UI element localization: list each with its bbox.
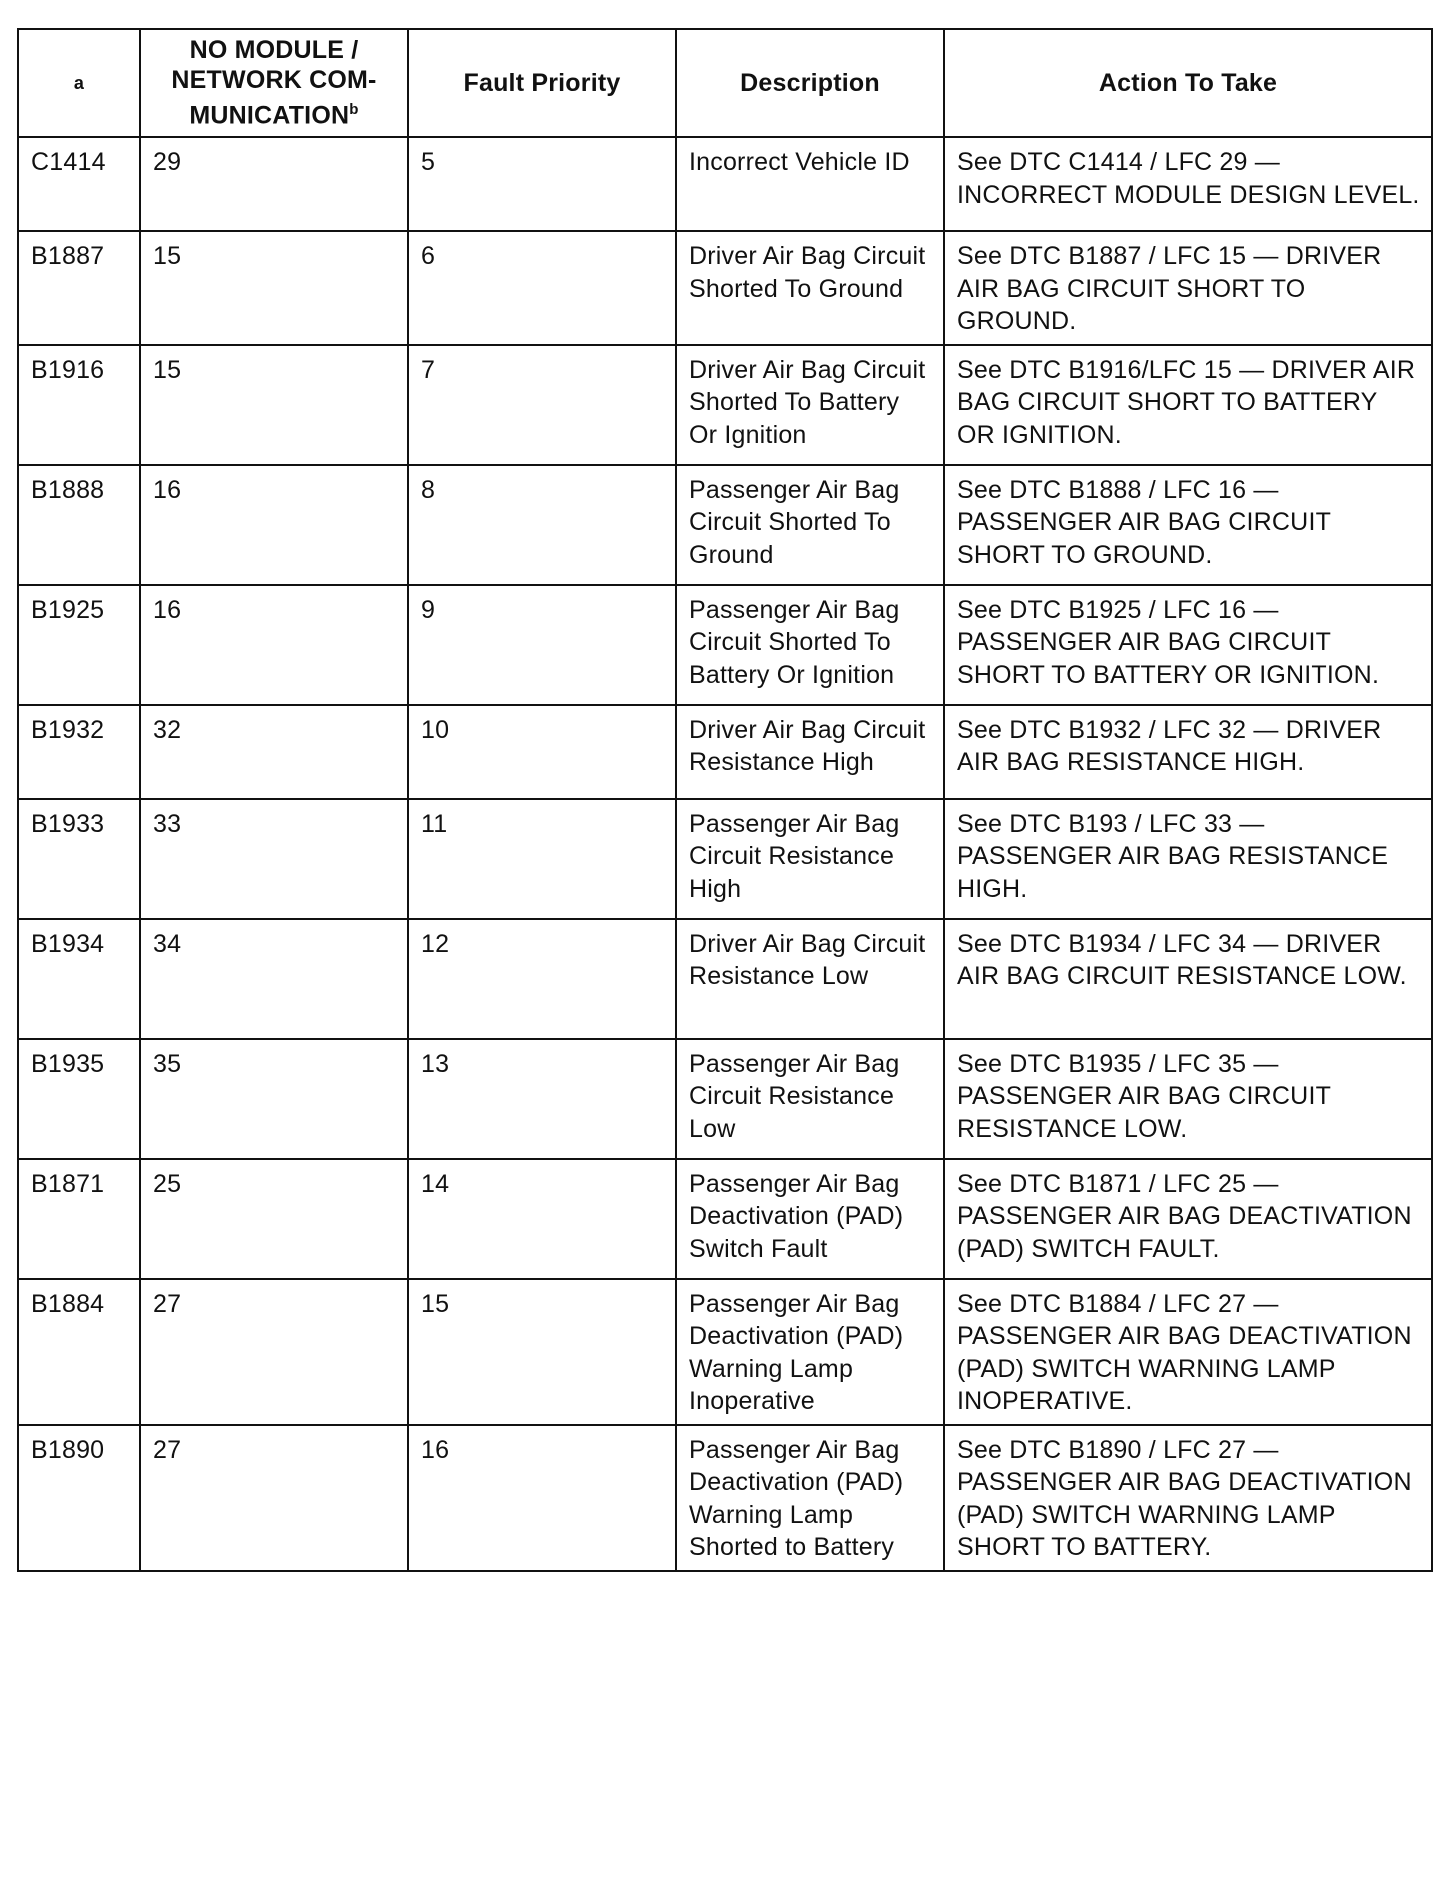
- action-cell: See DTC B1884 / LFC 27 — PASSENGER AIR BAG DEACTIVATION (PAD) SWITCH WARNING LAMP INOPERATIVE.: [944, 1279, 1432, 1425]
- fault-priority-cell: 12: [408, 919, 676, 1039]
- table-row: [18, 1425, 1432, 1571]
- action-cell: See DTC B1916/LFC 15 — DRIVER AIR BAG CIRCUIT SHORT TO BATTERY OR IGNITION.: [944, 345, 1432, 465]
- description-cell: Driver Air Bag Circuit Resistance Low: [676, 919, 944, 1039]
- dtc-code-cell: B1916: [18, 345, 140, 465]
- table-body: [18, 137, 1432, 1571]
- dtc-code-cell: B1932: [18, 705, 140, 799]
- description-cell: Driver Air Bag Circuit Shorted To Battery Or Ignition: [676, 345, 944, 465]
- dtc-code-cell: B1890: [18, 1425, 140, 1571]
- table-row: [18, 919, 1432, 1039]
- dtc-code-cell: C1414: [18, 137, 140, 231]
- header-dtc: [18, 29, 140, 137]
- dtc-code-cell: B1871: [18, 1159, 140, 1279]
- lfc-cell: 16: [140, 585, 408, 705]
- lfc-cell: 33: [140, 799, 408, 919]
- fault-priority-cell: 5: [408, 137, 676, 231]
- table-row: [18, 705, 1432, 799]
- fault-priority-cell: 6: [408, 231, 676, 345]
- action-cell: See DTC B1934 / LFC 34 — DRIVER AIR BAG CIRCUIT RESISTANCE LOW.: [944, 919, 1432, 1039]
- table-row: [18, 585, 1432, 705]
- action-cell: See DTC B193 / LFC 33 — PASSENGER AIR BAG RESISTANCE HIGH.: [944, 799, 1432, 919]
- table-row: [18, 231, 1432, 345]
- dtc-table: [17, 28, 1433, 1572]
- lfc-cell: 29: [140, 137, 408, 231]
- description-cell: Incorrect Vehicle ID: [676, 137, 944, 231]
- description-cell: Driver Air Bag Circuit Shorted To Ground: [676, 231, 944, 345]
- lfc-cell: 27: [140, 1279, 408, 1425]
- description-cell: Passenger Air Bag Deactivation (PAD) Warning Lamp Inoperative: [676, 1279, 944, 1425]
- table-header: [18, 29, 1432, 137]
- dtc-code-cell: B1887: [18, 231, 140, 345]
- lfc-cell: 34: [140, 919, 408, 1039]
- table-row: [18, 799, 1432, 919]
- header-row: [18, 29, 1432, 137]
- action-cell: See DTC C1414 / LFC 29 — INCORRECT MODULE DESIGN LEVEL.: [944, 137, 1432, 231]
- dtc-code-cell: B1888: [18, 465, 140, 585]
- description-cell: Passenger Air Bag Circuit Shorted To Battery Or Ignition: [676, 585, 944, 705]
- action-cell: See DTC B1890 / LFC 27 — PASSENGER AIR BAG DEACTIVATION (PAD) SWITCH WARNING LAMP SHORT TO BATTERY.: [944, 1425, 1432, 1571]
- header-lfc-label: NO MODULE / NETWORK COM-MUNICATION: [171, 36, 377, 130]
- action-cell: See DTC B1932 / LFC 32 — DRIVER AIR BAG RESISTANCE HIGH.: [944, 705, 1432, 799]
- header-description-label: Description: [740, 69, 880, 97]
- header-lfc-footnote: b: [349, 101, 359, 119]
- header-action-label: Action To Take: [1098, 69, 1278, 97]
- description-cell: Passenger Air Bag Deactivation (PAD) Switch Fault: [676, 1159, 944, 1279]
- dtc-code-cell: B1935: [18, 1039, 140, 1159]
- action-cell: See DTC B1888 / LFC 16 — PASSENGER AIR BAG CIRCUIT SHORT TO GROUND.: [944, 465, 1432, 585]
- table-row: [18, 137, 1432, 231]
- fault-priority-cell: 9: [408, 585, 676, 705]
- fault-priority-cell: 8: [408, 465, 676, 585]
- table-row: [18, 1039, 1432, 1159]
- fault-priority-cell: 10: [408, 705, 676, 799]
- fault-priority-cell: 14: [408, 1159, 676, 1279]
- dtc-code-cell: B1884: [18, 1279, 140, 1425]
- action-cell: See DTC B1925 / LFC 16 — PASSENGER AIR BAG CIRCUIT SHORT TO BATTERY OR IGNITION.: [944, 585, 1432, 705]
- description-cell: Driver Air Bag Circuit Resistance High: [676, 705, 944, 799]
- fault-priority-cell: 11: [408, 799, 676, 919]
- header-lfc: [140, 29, 408, 137]
- header-dtc-label: a: [73, 73, 85, 93]
- lfc-cell: 35: [140, 1039, 408, 1159]
- lfc-cell: 32: [140, 705, 408, 799]
- dtc-code-cell: B1925: [18, 585, 140, 705]
- description-cell: Passenger Air Bag Circuit Resistance Low: [676, 1039, 944, 1159]
- header-action: [944, 29, 1432, 137]
- lfc-cell: 25: [140, 1159, 408, 1279]
- action-cell: See DTC B1887 / LFC 15 — DRIVER AIR BAG CIRCUIT SHORT TO GROUND.: [944, 231, 1432, 345]
- header-fault-priority-label: Fault Priority: [463, 69, 621, 97]
- fault-priority-cell: 16: [408, 1425, 676, 1571]
- table-row: [18, 1159, 1432, 1279]
- description-cell: Passenger Air Bag Circuit Resistance High: [676, 799, 944, 919]
- table-row: [18, 345, 1432, 465]
- lfc-cell: 15: [140, 231, 408, 345]
- action-cell: See DTC B1871 / LFC 25 — PASSENGER AIR BAG DEACTIVATION (PAD) SWITCH FAULT.: [944, 1159, 1432, 1279]
- lfc-cell: 15: [140, 345, 408, 465]
- table-row: [18, 465, 1432, 585]
- lfc-cell: 16: [140, 465, 408, 585]
- header-fault-priority: [408, 29, 676, 137]
- header-description: [676, 29, 944, 137]
- fault-priority-cell: 7: [408, 345, 676, 465]
- description-cell: Passenger Air Bag Circuit Shorted To Ground: [676, 465, 944, 585]
- fault-priority-cell: 15: [408, 1279, 676, 1425]
- description-cell: Passenger Air Bag Deactivation (PAD) Warning Lamp Shorted to Battery: [676, 1425, 944, 1571]
- action-cell: See DTC B1935 / LFC 35 — PASSENGER AIR BAG CIRCUIT RESISTANCE LOW.: [944, 1039, 1432, 1159]
- table-row: [18, 1279, 1432, 1425]
- dtc-code-cell: B1933: [18, 799, 140, 919]
- fault-priority-cell: 13: [408, 1039, 676, 1159]
- dtc-code-cell: B1934: [18, 919, 140, 1039]
- lfc-cell: 27: [140, 1425, 408, 1571]
